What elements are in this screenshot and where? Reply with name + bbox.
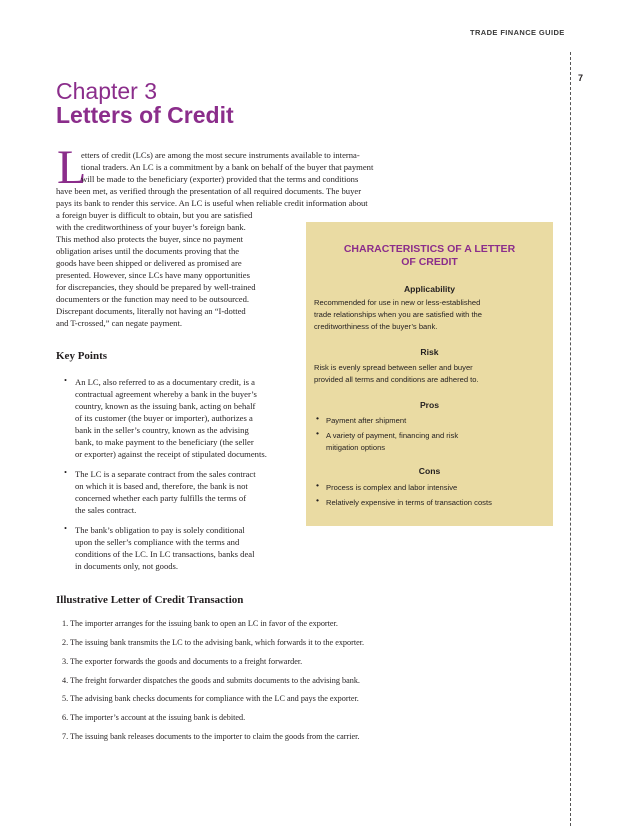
- intro-line: goods have been shipped or delivered as promised are: [56, 258, 242, 268]
- transaction-step-text: The advising bank checks documents for compliance with the LC and pays the exporter.: [70, 694, 359, 703]
- key-point-line: The bank’s obligation to pay is solely conditional: [75, 525, 245, 535]
- risk-line: Risk is evenly spread between seller and buyer: [314, 363, 473, 372]
- box-title: [306, 243, 553, 269]
- key-point-line: on which it is based and, therefore, the bank is not: [75, 481, 248, 491]
- page-divider: [570, 52, 571, 826]
- bullet-icon: •: [64, 467, 68, 477]
- applicability-line: Recommended for use in new or less-established: [314, 298, 481, 307]
- intro-line: tional traders. An LC is a commitment by a bank on behalf of the buyer that payment: [81, 162, 374, 172]
- intro-line: This method also protects the buyer, since no payment: [56, 234, 244, 244]
- intro-line: Discrepant documents, literally not having an “I-dotted: [56, 306, 246, 316]
- risk-heading: Risk: [420, 347, 439, 357]
- cons-item: Relatively expensive in terms of transaction costs: [326, 498, 492, 507]
- key-point-line: the sales contract.: [75, 505, 137, 515]
- risk-line: provided all terms and conditions are adhered to.: [314, 375, 479, 384]
- intro-line: with the creditworthiness of your buyer’s foreign bank.: [56, 222, 246, 232]
- bullet-icon: •: [316, 413, 320, 423]
- key-point-line: contractual agreement whereby a bank in the buyer’s: [75, 389, 257, 399]
- key-point-line: in documents only, not goods.: [75, 561, 179, 571]
- intro-line: etters of credit (LCs) are among the most secure instruments available to interna-: [81, 150, 360, 160]
- bullet-icon: •: [316, 495, 320, 505]
- transaction-step: 2. The issuing bank transmits the LC to the advising bank, which forwards it to the exporter.: [62, 638, 365, 647]
- transaction-step: 7. The issuing bank releases documents to the importer to claim the goods from the carrier.: [62, 732, 360, 741]
- illustrative-heading: Illustrative Letter of Credit Transaction: [56, 594, 244, 606]
- intro-line: will be made to the beneficiary (exporter) provided that the terms and conditions: [81, 174, 359, 184]
- key-point-line: bank in the seller’s country, known as the advising: [75, 425, 249, 435]
- transaction-step: 4. The freight forwarder dispatches the goods and submits documents to the advising bank.: [62, 676, 360, 685]
- pros-item: mitigation options: [326, 443, 386, 452]
- key-point-line: conditions of the LC. In LC transactions, banks deal: [75, 549, 255, 559]
- chapter-number: Chapter 3: [56, 78, 158, 104]
- intro-line: obligation arises until the documents proving that the: [56, 246, 240, 256]
- transaction-step-text: The freight forwarder dispatches the goods and submits documents to the advising bank.: [70, 676, 360, 685]
- transaction-step-text: The importer arranges for the issuing bank to open an LC in favor of the exporter.: [70, 619, 338, 628]
- pros-item: A variety of payment, financing and risk: [326, 431, 459, 440]
- key-point-line: concerned whether each party fulfills the terms of: [75, 493, 247, 503]
- key-point-line: The LC is a separate contract from the sales contract: [75, 469, 256, 479]
- key-point-line: country, known as the issuing bank, acting on behalf: [75, 401, 256, 411]
- bullet-icon: •: [316, 480, 320, 490]
- transaction-step-text: The exporter forwards the goods and documents to a freight forwarder.: [70, 657, 303, 666]
- applicability-heading: Applicability: [403, 284, 456, 294]
- transaction-step: 1. The importer arranges for the issuing bank to open an LC in favor of the exporter.: [62, 619, 338, 628]
- intro-line: and T-crossed,” can negate payment.: [56, 318, 182, 328]
- key-point-line: of its customer (the buyer or importer), authorizes a: [75, 413, 253, 423]
- key-point-line: or exporter) against the receipt of stipulated documents.: [75, 449, 267, 459]
- bullet-icon: •: [64, 523, 68, 533]
- cons-heading: Cons: [418, 466, 441, 476]
- key-point-line: upon the seller’s compliance with the terms and: [75, 537, 240, 547]
- key-point-line: An LC, also referred to as a documentary credit, is a: [75, 377, 255, 387]
- applicability-line: trade relationships when you are satisfied with the: [314, 310, 483, 319]
- transaction-step: 3. The exporter forwards the goods and documents to a freight forwarder.: [62, 657, 303, 666]
- key-points-heading: Key Points: [56, 350, 108, 362]
- applicability-line: creditworthiness of the buyer’s bank.: [314, 322, 438, 331]
- pros-item: Payment after shipment: [326, 416, 407, 425]
- box-title-line: CHARACTERISTICS OF A LETTER: [343, 243, 516, 255]
- intro-line: have been met, as verified through the presentation of all required documents. The buyer: [56, 186, 362, 196]
- transaction-step-text: The issuing bank transmits the LC to the advising bank, which forwards it to the exporter.: [70, 638, 365, 647]
- chapter-title: Letters of Credit: [56, 102, 234, 128]
- bullet-icon: •: [64, 375, 68, 385]
- intro-line: presented. However, since LCs have many opportunities: [56, 270, 250, 280]
- intro-line: a foreign buyer is difficult to obtain, but you are satisfied: [56, 210, 253, 220]
- box-title-line: OF CREDIT: [401, 256, 458, 268]
- transaction-step: 5. The advising bank checks documents for compliance with the LC and pays the exporter.: [62, 694, 359, 703]
- running-header: TRADE FINANCE GUIDE: [470, 28, 565, 37]
- page-number: 7: [578, 73, 584, 83]
- intro-line: for discrepancies, they should be prepared by well-trained: [56, 282, 256, 292]
- intro-line: pays its bank to render this service. An LC is useful when reliable credit information about: [56, 198, 368, 208]
- intro-line: documenters or the function may need to be outsourced.: [56, 294, 250, 304]
- transaction-step-text: The importer’s account at the issuing bank is debited.: [70, 713, 246, 722]
- cons-item: Process is complex and labor intensive: [326, 483, 458, 492]
- bullet-icon: •: [316, 428, 320, 438]
- transaction-step-text: The issuing bank releases documents to the importer to claim the goods from the carrier.: [70, 732, 360, 741]
- transaction-step: 6. The importer’s account at the issuing bank is debited.: [62, 713, 246, 722]
- key-point-line: bank, to make payment to the beneficiary (the seller: [75, 437, 254, 447]
- pros-heading: Pros: [419, 400, 440, 410]
- drop-cap: L: [57, 141, 87, 194]
